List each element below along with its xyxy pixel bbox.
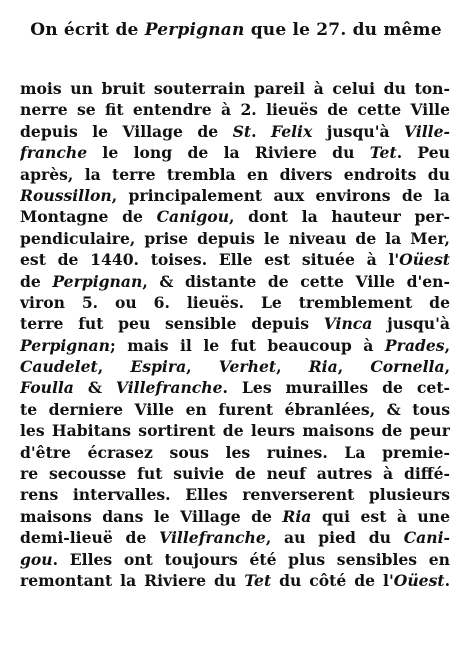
text-segment: , xyxy=(97,357,131,377)
text-segment: , au pied du xyxy=(265,528,404,548)
text-line xyxy=(20,356,450,377)
text-segment: pendiculaire, prise depuis le niveau de la Mer, xyxy=(20,228,450,248)
italic-segment: gou xyxy=(20,549,53,569)
italic-segment: Villefranche xyxy=(159,528,266,548)
text-segment: viron 5. ou 6. lieuës. Le tremblement de xyxy=(20,292,450,312)
heading-place: Perpignan xyxy=(144,20,245,40)
text-line xyxy=(20,506,450,527)
italic-segment: franche xyxy=(20,143,88,163)
italic-segment: Espira xyxy=(130,357,187,377)
text-segment: ; mais il le fut beaucoup à xyxy=(109,335,385,355)
text-segment: rens intervalles. Elles renverserent plusieurs xyxy=(20,485,450,505)
text-segment: re secousse fut suivie de neuf autres à diffé- xyxy=(20,464,450,484)
text-segment: mois un bruit souterrain pareil à celui du ton- xyxy=(20,79,450,98)
text-line xyxy=(20,142,450,163)
text-line xyxy=(20,527,450,548)
text-segment: . xyxy=(444,570,450,590)
text-line xyxy=(20,164,450,185)
text-line xyxy=(20,549,450,570)
text-segment: depuis le Village de xyxy=(20,121,233,141)
text-segment: jusqu'à xyxy=(312,121,404,141)
text-segment: après, la terre trembla en divers endroits du xyxy=(20,164,450,184)
text-line xyxy=(20,185,450,206)
text-segment: maisons dans le Village de xyxy=(20,506,283,526)
italic-segment: Ria xyxy=(282,506,312,526)
italic-segment: Verhet xyxy=(218,357,277,377)
text-segment: , xyxy=(276,357,309,377)
text-line xyxy=(20,335,450,356)
text-segment: , & distante de cette Ville d'en- xyxy=(142,271,450,291)
text-line xyxy=(20,377,450,398)
italic-segment: Felix xyxy=(270,121,313,141)
text-line xyxy=(20,271,450,292)
text-segment: , dont la hauteur per- xyxy=(229,207,450,227)
italic-segment: Caudelet xyxy=(20,357,98,377)
text-line xyxy=(20,249,450,270)
italic-segment: Oüest xyxy=(393,570,445,590)
text-segment: & xyxy=(73,378,116,398)
text-segment: . Les murailles de cet- xyxy=(222,378,450,398)
italic-segment: Canigou xyxy=(156,207,230,227)
text-segment: qui est à une xyxy=(311,506,450,526)
italic-segment: Foulla xyxy=(20,378,74,398)
text-segment: . xyxy=(251,121,271,141)
heading-text-after: que le 27. du même xyxy=(244,20,442,40)
text-line xyxy=(20,570,450,591)
text-segment: est de 1440. toises. Elle est située à l' xyxy=(20,250,400,270)
text-segment: d'être écrasez sous les ruines. La premie- xyxy=(20,442,450,462)
italic-segment: Perpignan xyxy=(20,335,110,355)
italic-segment: Perpignan xyxy=(52,271,143,291)
text-segment: , principalement aux environs de la xyxy=(111,185,450,205)
italic-segment: Cornella xyxy=(370,357,445,377)
italic-segment: Ria xyxy=(308,357,338,377)
text-segment: du côté de l' xyxy=(271,570,394,590)
italic-segment: t xyxy=(243,121,252,141)
text-line xyxy=(20,78,450,99)
italic-segment: Roussillon xyxy=(20,185,112,205)
text-segment: , xyxy=(444,335,450,355)
italic-segment: Vinca xyxy=(323,314,373,334)
italic-segment: Oüest xyxy=(399,250,450,270)
italic-segment: S xyxy=(232,121,244,141)
text-line xyxy=(20,292,450,313)
text-segment: , xyxy=(186,357,219,377)
italic-segment: Cani- xyxy=(403,528,450,548)
text-segment: , xyxy=(444,357,450,377)
italic-segment: Tet xyxy=(244,570,272,590)
text-segment: , xyxy=(337,357,371,377)
text-line xyxy=(20,399,450,420)
text-line xyxy=(20,463,450,484)
italic-segment: Ville- xyxy=(404,121,450,141)
text-segment: nerre se fit entendre à 2. lieuës de cette Ville xyxy=(20,100,450,120)
text-segment: remontant la Riviere du xyxy=(20,570,245,590)
text-line xyxy=(20,313,450,334)
text-line xyxy=(20,206,450,227)
text-line xyxy=(20,484,450,505)
text-segment: demi-lieuë de xyxy=(20,528,160,548)
heading-text-before: On écrit de xyxy=(30,20,145,40)
text-line xyxy=(20,99,450,120)
text-line xyxy=(20,121,450,142)
article-body xyxy=(20,78,450,591)
text-segment: les Habitans sortirent de leurs maisons de peur xyxy=(20,421,450,441)
italic-segment: Villefranche xyxy=(115,378,223,398)
text-segment: le long de la Riviere du xyxy=(87,143,370,163)
text-segment: te derniere Ville en furent ébranlées, & tous xyxy=(20,399,450,419)
text-segment: Montagne de xyxy=(20,207,157,227)
text-segment: jusqu'à xyxy=(372,314,450,334)
italic-segment: Tet xyxy=(369,143,397,163)
text-segment: . Elles ont toujours été plus sensibles en xyxy=(52,549,450,569)
dateline-heading xyxy=(0,20,472,40)
text-segment: . Peu xyxy=(396,143,450,163)
text-line xyxy=(20,420,450,441)
text-line xyxy=(20,228,450,249)
text-segment: de xyxy=(20,271,53,291)
text-line xyxy=(20,442,450,463)
text-segment: terre fut peu sensible depuis xyxy=(20,314,324,334)
italic-segment: Prades xyxy=(384,335,445,355)
